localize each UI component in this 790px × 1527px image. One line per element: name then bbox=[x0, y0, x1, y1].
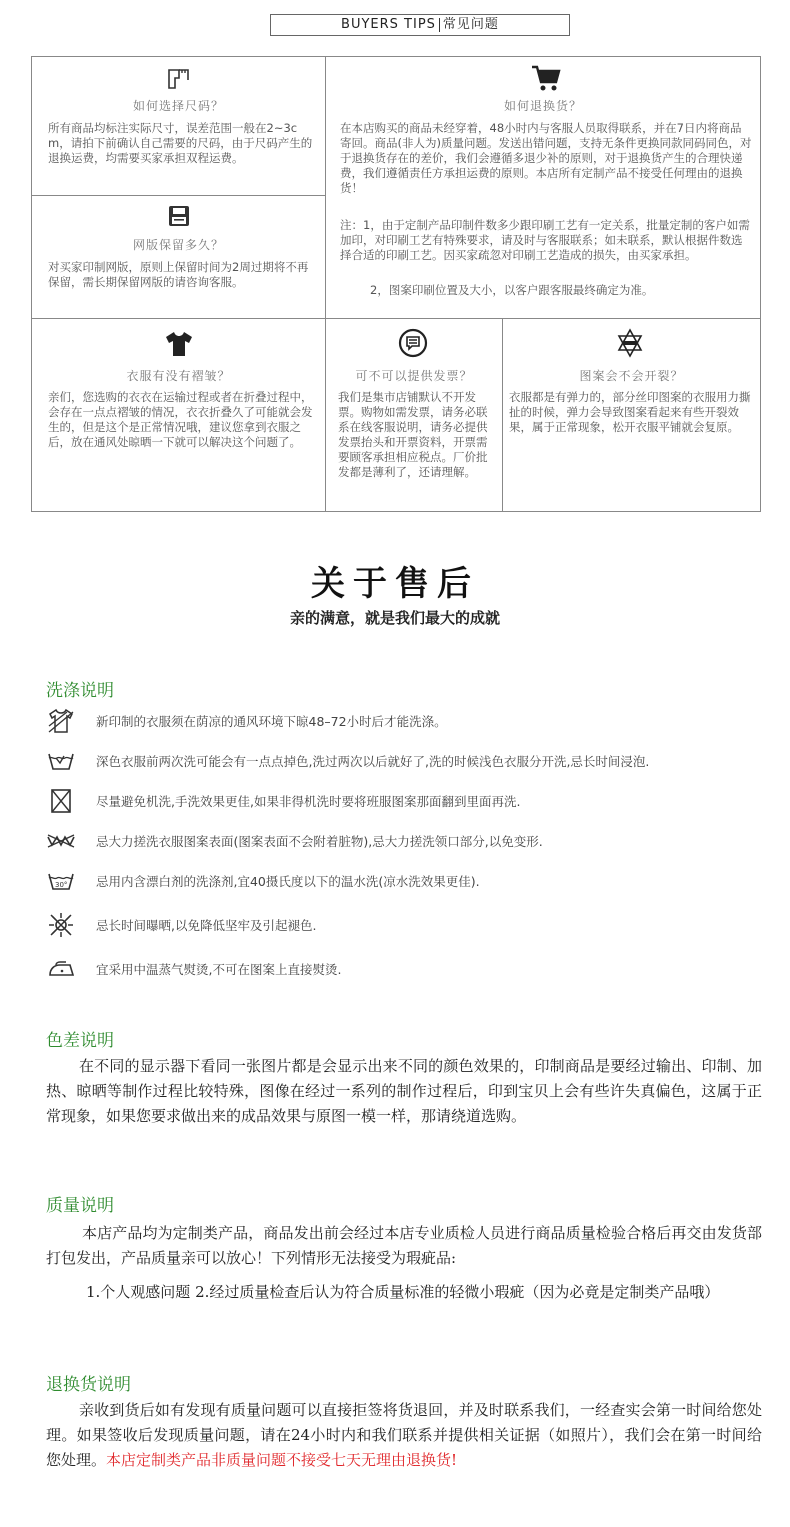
svg-text:30°: 30° bbox=[55, 881, 68, 889]
dry-in-shade-icon bbox=[46, 707, 76, 735]
faq-size-text: 所有商品均标注实际尺寸，误差范围一般在2~3cm，请拍下前确认自己需要的尺码，由于尺码产生的退换运费，均需要买家承担双程运费。 bbox=[48, 121, 313, 165]
exchange-text bbox=[46, 1398, 762, 1473]
wash-item bbox=[46, 866, 480, 896]
wash-item-text: 深色衣服前两次洗可能会有一点点掉色,洗过两次以后就好了,洗的时候浅色衣服分开洗,忌长时间浸泡. bbox=[96, 754, 650, 769]
faq-invoice-title: 可不可以提供发票？ bbox=[355, 369, 473, 383]
faq-crack-text: 衣服都是有弹力的，部分丝印图案的衣服用力撕扯的时候，弹力会导致图案看起来有些开裂效果，属于正常现象，松开衣服平铺就会复原。 bbox=[509, 390, 751, 434]
no-sun-icon bbox=[46, 911, 76, 939]
no-machine-wash-icon bbox=[46, 787, 76, 815]
faq-size-cell bbox=[31, 56, 326, 196]
banner-en: BUYERS TIPS bbox=[341, 17, 436, 32]
faq-crack-title: 图案会不会开裂？ bbox=[579, 369, 684, 383]
faq-size-title: 如何选择尺码？ bbox=[132, 99, 224, 113]
faq-returns-note1: 注：1，由于定制产品印制件数多少跟印刷工艺有一定关系，批量定制的客户如需加印，对印刷工艺有特殊要求，请及时与客服联系；如未联系，默认根据件数选择合适的印刷工艺。因买家疏忽对印刷工艺造成的损失，由买家承担。 bbox=[340, 218, 750, 262]
wash-item bbox=[46, 786, 521, 816]
faq-wrinkle-cell bbox=[31, 318, 326, 512]
star-badge-icon bbox=[613, 327, 647, 359]
faq-invoice-text: 我们是集市店铺默认不开发票。购物如需发票，请务必联系在线客服说明，请务必提供发票抬头和开票资料，开票需要顾客承担相应税点。厂价批发都是薄利了，还请理解。 bbox=[338, 390, 488, 479]
wash-30c-icon bbox=[46, 867, 76, 895]
floppy-disk-icon bbox=[164, 202, 194, 230]
faq-screen-title: 网版保留多久？ bbox=[132, 238, 224, 252]
iron-icon bbox=[46, 955, 76, 983]
faq-crack-cell bbox=[502, 318, 761, 512]
exchange-warning: 本店定制类产品非质量问题不接受七天无理由退换货! bbox=[106, 1451, 458, 1469]
buyers-tips-banner bbox=[270, 14, 570, 36]
wash-item-text: 尽量避免机洗,手洗效果更佳,如果非得机洗时要将班服图案那面翻到里面再洗. bbox=[96, 794, 521, 809]
shopping-cart-icon bbox=[529, 63, 563, 93]
exchange-body: 亲收到货后如有发现有质量问题可以直接拒签将货退回，并及时联系我们，一经查实会第一时间给您处理。如果签收后发现质量问题，请在24小时内和我们联系并提供相关证据（如照片），我们会在第一时间给您处理。 bbox=[46, 1401, 762, 1469]
hand-wash-icon bbox=[46, 747, 76, 775]
washing-title: 洗涤说明 bbox=[46, 681, 114, 701]
faq-invoice-cell bbox=[325, 318, 503, 512]
wash-item-text: 忌长时间曝晒,以免降低坚牢及引起褪色. bbox=[96, 918, 317, 933]
invoice-bubble-icon bbox=[396, 327, 430, 359]
wash-item-text: 新印制的衣服须在荫凉的通风环境下晾48–72小时后才能洗涤。 bbox=[96, 714, 447, 729]
wash-item bbox=[46, 746, 650, 776]
quality-title: 质量说明 bbox=[46, 1196, 114, 1216]
faq-screen-text: 对买家印制网版，原则上保留时间为2周过期将不再保留，需长期保留网版的请咨询客服。 bbox=[48, 260, 309, 289]
banner-zh: 常见问题 bbox=[442, 17, 499, 32]
faq-returns-cell bbox=[325, 56, 761, 319]
after-sale-title: 关于售后 bbox=[311, 564, 479, 604]
wash-item bbox=[46, 954, 342, 984]
wash-item bbox=[46, 910, 317, 940]
wash-item-text: 宜采用中温蒸气熨烫,不可在图案上直接熨烫. bbox=[96, 962, 342, 977]
quality-item: 1.个人观感问题 2.经过质量检查后认为符合质量标准的轻微小瑕疵（因为必竟是定制类产品哦） bbox=[86, 1283, 720, 1301]
faq-returns-text: 在本店购买的商品未经穿着，48小时内与客服人员取得联系，并在7日内将商品寄回。商品(非人为)质量问题。发送出错问题，支持无条件更换同款同码同色，对于退换货存在的差价，我们会遵循多退少补的原则，对于退换货产生的合理快递费，我们遵循责任方承担运费的原则。本店所有定制产品不接受任何理由的退换货！ bbox=[340, 121, 752, 195]
wash-item-text: 忌用内含漂白剂的洗涤剂,宜40摄氏度以下的温水洗(凉水洗效果更佳). bbox=[96, 874, 480, 889]
faq-wrinkle-title: 衣服有没有褶皱？ bbox=[126, 369, 231, 383]
exchange-title: 退换货说明 bbox=[46, 1375, 131, 1395]
color-text: 在不同的显示器下看同一张图片都是会显示出来不同的颜色效果的，印制商品是要经过输出、印制、加热、晾晒等制作过程比较特殊，图像在经过一系列的制作过程后，印到宝贝上会有些许失真偏色，这属于正常现象，如果您要求做出来的成品效果与原图一模一样，那请绕道选购。 bbox=[46, 1057, 762, 1125]
faq-screen-cell bbox=[31, 195, 326, 319]
faq-returns-title: 如何退换货？ bbox=[503, 99, 582, 113]
tshirt-icon bbox=[162, 329, 196, 359]
wash-item-text: 忌大力搓洗衣服图案表面(图案表面不会附着脏物),忌大力搓洗领口部分,以免变形. bbox=[96, 834, 543, 849]
wash-item bbox=[46, 706, 447, 736]
after-sale-subtitle: 亲的满意，就是我们最大的成就 bbox=[289, 609, 500, 627]
faq-returns-note2: 2，图案印刷位置及大小，以客户跟客服最终确定为准。 bbox=[370, 283, 654, 297]
wash-item bbox=[46, 826, 543, 856]
faq-wrinkle-text: 亲们，您选购的衣衣在运输过程或者在折叠过程中，会存在一点点褶皱的情况，衣衣折叠久了可能就会发生的，但是这个是正常情况哦，建议您拿到衣服之后，放在通风处晾晒一下就可以解决这个问题了。 bbox=[48, 390, 313, 449]
color-title: 色差说明 bbox=[46, 1031, 114, 1051]
ruler-shirt-icon bbox=[164, 65, 194, 93]
no-wring-icon bbox=[46, 827, 76, 855]
quality-text: 本店产品均为定制类产品，商品发出前会经过本店专业质检人员进行商品质量检验合格后再交由发货部打包发出，产品质量亲可以放心！下列情形无法接受为瑕疵品: bbox=[46, 1224, 762, 1267]
